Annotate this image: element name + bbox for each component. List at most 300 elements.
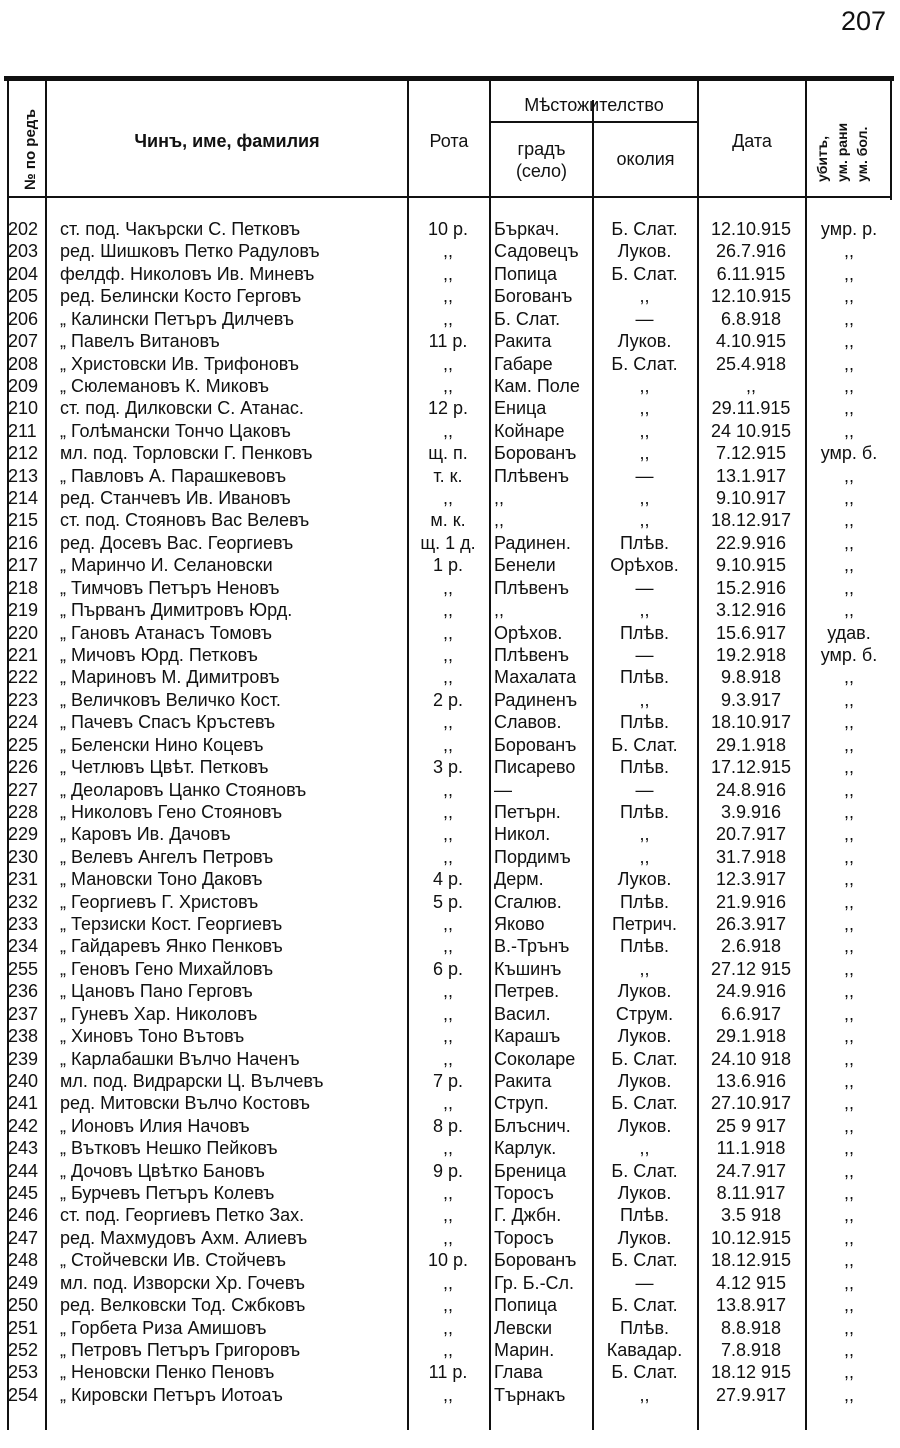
header-town <box>491 138 592 182</box>
cell-date: 27.12 915 <box>710 958 792 979</box>
cell-name: ред. Митовски Вълчо Костовъ <box>60 1093 311 1114</box>
cell-rota: 4 р. <box>432 869 464 890</box>
cell-district: Плѣв. <box>619 1205 670 1226</box>
cell-town: Бреница <box>494 1160 567 1181</box>
table-row <box>0 420 900 442</box>
cell-name: ст. под. Дилковски С. Атанас. <box>60 398 304 419</box>
cell-rota: ,, <box>442 420 453 441</box>
table-row <box>0 666 900 688</box>
table-row <box>0 599 900 621</box>
cell-status: ,, <box>843 1317 854 1338</box>
cell-row-number: 203 <box>8 241 39 262</box>
cell-date: 2.6.918 <box>720 936 782 957</box>
cell-town: Ракита <box>494 331 552 352</box>
cell-town: Торосъ <box>494 1227 554 1248</box>
cell-row-number: 242 <box>8 1115 39 1136</box>
header-residence: Мѣстожителство <box>524 95 664 115</box>
cell-date: 24.7.917 <box>715 1160 787 1181</box>
cell-row-number: 241 <box>8 1093 39 1114</box>
cell-row-number: 205 <box>8 286 39 307</box>
cell-name: ред. Махмудовъ Ахм. Алиевъ <box>60 1227 308 1248</box>
cell-date: 12.10.915 <box>710 286 792 307</box>
table-row <box>0 779 900 801</box>
cell-town: Орѣхов. <box>494 622 563 643</box>
cell-district: Б. Слат. <box>611 219 678 239</box>
cell-town: Попица <box>494 1295 558 1316</box>
cell-status: ,, <box>843 1093 854 1114</box>
cell-name: „ Гайдаревъ Янко Пенковъ <box>60 936 283 957</box>
cell-rota: ,, <box>442 1272 453 1293</box>
cell-name: ред. Велковски Тод. Сжбковъ <box>60 1295 306 1316</box>
cell-town: В.-Трънъ <box>494 936 570 957</box>
table-row <box>0 330 900 352</box>
cell-town: Бъркач. <box>494 219 560 239</box>
table-row <box>0 935 900 957</box>
cell-district: Плѣв. <box>619 667 670 688</box>
cell-town: Торосъ <box>494 1183 554 1204</box>
cell-name: „ Калински Петъръ Дилчевъ <box>60 308 294 329</box>
cell-district: Плѣв. <box>619 891 670 912</box>
cell-status: ,, <box>843 712 854 733</box>
cell-district: Б. Слат. <box>611 1362 678 1383</box>
cell-status: ,, <box>843 510 854 531</box>
cell-town: Карашъ <box>494 1026 561 1047</box>
cell-row-number: 254 <box>8 1384 39 1405</box>
cell-rota: ,, <box>442 936 453 957</box>
header-rota: Рота <box>429 131 469 151</box>
cell-status: ,, <box>843 1362 854 1383</box>
header-town-sub: (село) <box>515 161 568 181</box>
cell-town: ,, <box>494 510 505 531</box>
cell-row-number: 252 <box>8 1340 39 1360</box>
cell-rota: ,, <box>442 1048 453 1069</box>
cell-status: ,, <box>843 846 854 867</box>
cell-name: ред. Досевъ Вас. Георгиевъ <box>60 532 294 553</box>
table-row <box>0 353 900 375</box>
cell-row-number: 220 <box>8 622 39 643</box>
cell-town: Гр. Б.-Сл. <box>494 1272 575 1293</box>
cell-status: ,, <box>843 398 854 419</box>
cell-row-number: 230 <box>8 846 39 867</box>
table-row <box>0 285 900 307</box>
cell-name: „ Георгиевъ Г. Христовъ <box>60 891 259 912</box>
cell-name: ред. Станчевъ Ив. Ивановъ <box>60 488 291 509</box>
cell-status: ,, <box>843 869 854 890</box>
cell-rota: ,, <box>442 353 453 374</box>
cell-town: ,, <box>494 488 505 509</box>
cell-rota: ,, <box>442 712 453 733</box>
cell-name: „ Терзиски Кост. Георгиевъ <box>60 914 283 935</box>
table-row <box>0 1227 900 1249</box>
cell-status: ,, <box>843 891 854 912</box>
cell-row-number: 222 <box>8 667 39 688</box>
cell-status: ,, <box>843 1295 854 1316</box>
cell-status: умр. б. <box>820 443 878 464</box>
cell-rota: ,, <box>442 286 453 307</box>
cell-row-number: 223 <box>8 689 39 710</box>
cell-district: — <box>635 779 654 800</box>
cell-district: Б. Слат. <box>611 734 678 755</box>
cell-status: ,, <box>843 981 854 1002</box>
cell-town: Левски <box>494 1317 553 1338</box>
cell-district: ,, <box>639 488 650 509</box>
cell-town: Радиненъ <box>494 689 578 710</box>
cell-status: умр. б. <box>820 644 878 665</box>
cell-town: Марин. <box>494 1340 555 1360</box>
cell-date: 7.8.918 <box>720 1340 782 1360</box>
table-row <box>0 1272 900 1294</box>
cell-status: ,, <box>843 577 854 598</box>
table-top-rule <box>4 76 894 81</box>
cell-district: Б. Слат. <box>611 263 678 284</box>
cell-status: ,, <box>843 801 854 822</box>
cell-date: 22.9.916 <box>715 532 787 553</box>
cell-town: Ракита <box>494 1070 552 1091</box>
cell-date: 18.12.915 <box>710 1250 792 1271</box>
cell-district: Луков. <box>617 869 672 890</box>
cell-row-number: 225 <box>8 734 39 755</box>
cell-district: Плѣв. <box>619 622 670 643</box>
cell-status: ,, <box>843 1048 854 1069</box>
cell-row-number: 216 <box>8 532 39 553</box>
cell-date: 3.5 918 <box>720 1205 782 1226</box>
cell-name: „ Мариновъ М. Димитровъ <box>60 667 280 688</box>
cell-row-number: 204 <box>8 263 39 284</box>
cell-status: ,, <box>843 488 854 509</box>
cell-town: Пордимъ <box>494 846 571 867</box>
cell-row-number: 206 <box>8 308 39 329</box>
cell-name: „ Сюлемановъ К. Миковъ <box>60 375 270 396</box>
cell-town: Еница <box>494 398 547 419</box>
cell-row-number: 214 <box>8 488 39 509</box>
cell-rota: ,, <box>442 1026 453 1047</box>
table-row <box>0 263 900 285</box>
cell-name: „ Четлювъ Цвѣт. Петковъ <box>60 757 269 778</box>
cell-town: Сгалюв. <box>494 891 562 912</box>
cell-town: Писарево <box>494 757 576 778</box>
cell-name: „ Гуневъ Хар. Николовъ <box>60 1003 258 1024</box>
cell-rota: ,, <box>442 824 453 845</box>
cell-row-number: 246 <box>8 1205 39 1226</box>
cell-rota: 11 р. <box>428 1362 468 1383</box>
cell-row-number: 233 <box>8 914 39 935</box>
cell-rota: 11 р. <box>428 331 468 352</box>
cell-name: „ Бурчевъ Петъръ Колевъ <box>60 1183 275 1204</box>
cell-name: „ Павелъ Витановъ <box>60 331 220 352</box>
cell-town: Соколаре <box>494 1048 576 1069</box>
cell-rota: ,, <box>442 488 453 509</box>
cell-district: ,, <box>639 286 650 307</box>
cell-row-number: 218 <box>8 577 39 598</box>
cell-rota: 1 р. <box>432 555 464 576</box>
cell-row-number: 228 <box>8 801 39 822</box>
table-row <box>0 622 900 644</box>
cell-rota: ,, <box>442 622 453 643</box>
cell-district: ,, <box>639 1384 650 1405</box>
header-status-2: ум. рани <box>834 122 850 182</box>
cell-town: Б. Слат. <box>494 308 561 329</box>
cell-status: ,, <box>843 667 854 688</box>
cell-row-number: 209 <box>8 375 39 396</box>
cell-rota: 3 р. <box>432 757 464 778</box>
table-row <box>0 465 900 487</box>
header-date: Дата <box>732 131 772 151</box>
cell-status: ,, <box>843 734 854 755</box>
cell-name: ст. под. Стояновъ Вас Велевъ <box>60 510 310 531</box>
cell-district: — <box>635 577 654 598</box>
table-row <box>0 1137 900 1159</box>
cell-town: Никол. <box>494 824 551 845</box>
cell-status: ,, <box>843 1205 854 1226</box>
cell-name: „ Тимчовъ Петъръ Неновъ <box>60 577 280 598</box>
cell-date: 29.1.918 <box>715 734 787 755</box>
cell-date: 7.12.915 <box>715 443 787 464</box>
table-row <box>0 509 900 531</box>
cell-town: Васил. <box>494 1003 551 1024</box>
cell-name: мл. под. Торловски Г. Пенковъ <box>60 443 313 464</box>
table-row <box>0 1339 900 1361</box>
cell-rota: 2 р. <box>432 689 464 710</box>
table-row <box>0 218 900 240</box>
table-row <box>0 1115 900 1137</box>
cell-rota: ,, <box>442 1205 453 1226</box>
cell-town: Плѣвенъ <box>494 644 570 665</box>
table-row <box>0 1003 900 1025</box>
cell-district: ,, <box>639 398 650 419</box>
table-row <box>0 1160 900 1182</box>
cell-district: Плѣв. <box>619 936 670 957</box>
cell-district: Плѣв. <box>619 1317 670 1338</box>
cell-date: 13.6.916 <box>715 1070 787 1091</box>
cell-row-number: 245 <box>8 1183 39 1204</box>
table-row <box>0 1294 900 1316</box>
cell-name: мл. под. Изворски Хр. Гочевъ <box>60 1272 306 1293</box>
cell-date: 29.1.918 <box>715 1026 787 1047</box>
cell-date: 25.4.918 <box>715 353 787 374</box>
cell-status: ,, <box>843 1070 854 1091</box>
table-row <box>0 756 900 778</box>
cell-date: 19.2.918 <box>715 644 787 665</box>
cell-date: 12.10.915 <box>710 219 792 239</box>
cell-town: Попица <box>494 263 558 284</box>
cell-rota: ,, <box>442 308 453 329</box>
cell-rota: ,, <box>442 667 453 688</box>
cell-status: ,, <box>843 263 854 284</box>
table-row <box>0 644 900 666</box>
cell-name: „ Карлабашки Вълчо Наченъ <box>60 1048 300 1069</box>
cell-status: ,, <box>843 689 854 710</box>
cell-name: ст. под. Чакърски С. Петковъ <box>60 219 301 239</box>
cell-status: ,, <box>843 1138 854 1159</box>
cell-rota: ,, <box>442 801 453 822</box>
cell-row-number: 202 <box>8 219 39 239</box>
cell-status: ,, <box>843 1003 854 1024</box>
cell-date: 8.8.918 <box>720 1317 782 1338</box>
cell-name: „ Горбета Риза Амишовъ <box>60 1317 267 1338</box>
cell-status: ,, <box>843 532 854 553</box>
cell-row-number: 231 <box>8 869 39 890</box>
cell-town: Борованъ <box>494 734 577 755</box>
cell-date: 8.11.917 <box>716 1183 786 1204</box>
cell-date: 24 10.915 <box>710 420 792 441</box>
cell-status: ,, <box>843 1026 854 1047</box>
cell-rota: ,, <box>442 644 453 665</box>
cell-name: ред. Шишковъ Петко Радуловъ <box>60 241 320 262</box>
table-row <box>0 734 900 756</box>
cell-rota: ,, <box>442 779 453 800</box>
cell-district: Плѣв. <box>619 801 670 822</box>
cell-date: 18.10.917 <box>710 712 792 733</box>
cell-rota: ,, <box>442 1384 453 1405</box>
table-row <box>0 823 900 845</box>
table-row <box>0 1092 900 1114</box>
cell-district: Петрич. <box>611 914 678 935</box>
cell-district: ,, <box>639 689 650 710</box>
cell-name: „ Маринчо И. Селановски <box>60 555 273 576</box>
cell-date: 18.12 915 <box>710 1362 792 1383</box>
cell-rota: щ. п. <box>428 443 468 464</box>
cell-town: Дерм. <box>494 869 544 890</box>
cell-status: ,, <box>843 331 854 352</box>
cell-name: „ Вътковъ Нешко Пейковъ <box>60 1138 278 1159</box>
cell-town: ,, <box>494 600 505 621</box>
cell-date: 6.11.915 <box>716 263 786 284</box>
cell-row-number: 208 <box>8 353 39 374</box>
cell-town: Койнаре <box>494 420 565 441</box>
cell-status: ,, <box>843 936 854 957</box>
cell-status: ,, <box>843 353 854 374</box>
cell-row-number: 210 <box>8 398 39 419</box>
cell-town: Къшинъ <box>494 958 562 979</box>
cell-town: Г. Джбн. <box>494 1205 562 1226</box>
cell-status: ,, <box>843 308 854 329</box>
cell-district: Б. Слат. <box>611 1250 678 1271</box>
cell-name: „ Каровъ Ив. Дачовъ <box>60 824 231 845</box>
cell-name: фелдф. Николовъ Ив. Миневъ <box>60 263 315 284</box>
cell-name: ст. под. Георгиевъ Петко Зах. <box>60 1205 305 1226</box>
cell-date: 26.7.916 <box>715 241 787 262</box>
cell-district: ,, <box>639 510 650 531</box>
cell-name: „ Мановски Тоно Даковъ <box>60 869 263 890</box>
table-row <box>0 913 900 935</box>
cell-status: удав. <box>827 622 871 643</box>
cell-district: — <box>635 644 654 665</box>
cell-date: 20.7.917 <box>715 824 787 845</box>
cell-district: Б. Слат. <box>611 1048 678 1069</box>
cell-district: ,, <box>639 420 650 441</box>
cell-town: Борованъ <box>494 1250 577 1271</box>
table-row <box>0 1070 900 1092</box>
cell-district: Луков. <box>617 1070 672 1091</box>
cell-rota: 12 р. <box>427 398 469 419</box>
cell-district: ,, <box>639 1138 650 1159</box>
cell-row-number: 250 <box>8 1295 39 1316</box>
cell-name: ред. Белински Косто Герговъ <box>60 286 302 307</box>
cell-rota: 7 р. <box>432 1070 464 1091</box>
table-row <box>0 846 900 868</box>
cell-name: „ Гановъ Атанасъ Томовъ <box>60 622 272 643</box>
cell-row-number: 207 <box>8 331 39 352</box>
cell-date: 29.11.915 <box>711 398 791 419</box>
cell-name: „ Николовъ Гено Стояновъ <box>60 801 283 822</box>
table-row <box>0 689 900 711</box>
cell-date: 6.8.918 <box>720 308 782 329</box>
cell-town: Плѣвенъ <box>494 577 570 598</box>
cell-row-number: 219 <box>8 600 39 621</box>
cell-row-number: 211 <box>8 420 37 441</box>
cell-district: Орѣхов. <box>610 555 679 576</box>
header-bottom-rule <box>7 196 892 198</box>
cell-district: ,, <box>639 600 650 621</box>
table-row <box>0 801 900 823</box>
cell-status: ,, <box>843 1227 854 1248</box>
cell-district: ,, <box>639 958 650 979</box>
cell-status: ,, <box>843 1160 854 1181</box>
cell-town: Габаре <box>494 353 553 374</box>
cell-town: Садовецъ <box>494 241 579 262</box>
cell-rota: ,, <box>442 1227 453 1248</box>
cell-rota: ,, <box>442 375 453 396</box>
table-row <box>0 980 900 1002</box>
residence-rule <box>489 121 699 123</box>
cell-name: „ Геновъ Гено Михайловъ <box>60 958 274 979</box>
cell-row-number: 240 <box>8 1070 39 1091</box>
table-row <box>0 554 900 576</box>
cell-name: „ Дочовъ Цвѣтко Бановъ <box>60 1160 265 1181</box>
cell-row-number: 253 <box>8 1362 39 1383</box>
cell-rota: ,, <box>442 241 453 262</box>
cell-status: ,, <box>843 555 854 576</box>
cell-date: 25 9 917 <box>715 1115 787 1136</box>
cell-status: ,, <box>843 1115 854 1136</box>
cell-name: „ Първанъ Димитровъ Юрд. <box>60 600 293 621</box>
cell-row-number: 215 <box>8 510 39 531</box>
cell-date: 27.9.917 <box>715 1384 787 1405</box>
cell-row-number: 247 <box>8 1227 39 1248</box>
table-row <box>0 1182 900 1204</box>
table-row <box>0 397 900 419</box>
table-row <box>0 868 900 890</box>
cell-rota: 8 р. <box>432 1115 464 1136</box>
cell-name: „ Стойчевски Ив. Стойчевъ <box>60 1250 286 1271</box>
table-row <box>0 1025 900 1047</box>
cell-date: 3.12.916 <box>715 600 787 621</box>
cell-status: ,, <box>843 600 854 621</box>
cell-rota: ,, <box>442 1183 453 1204</box>
cell-rota: ,, <box>442 914 453 935</box>
cell-date: 15.6.917 <box>715 622 787 643</box>
cell-district: ,, <box>639 846 650 867</box>
table-row <box>0 891 900 913</box>
cell-date: 21.9.916 <box>715 891 787 912</box>
cell-date: ,, <box>745 375 756 396</box>
cell-status: ,, <box>843 420 854 441</box>
cell-name: „ Пачевъ Спасъ Кръстевъ <box>60 712 276 733</box>
cell-row-number: 244 <box>8 1160 39 1181</box>
table-row <box>0 1048 900 1070</box>
cell-row-number: 227 <box>8 779 39 800</box>
cell-district: ,, <box>639 443 650 464</box>
table-row <box>0 1361 900 1383</box>
cell-name: „ Цановъ Пано Герговъ <box>60 981 253 1002</box>
cell-row-number: 248 <box>8 1250 39 1271</box>
cell-date: 24.10 918 <box>710 1048 792 1069</box>
cell-date: 6.6.917 <box>720 1003 782 1024</box>
cell-rota: 10 р. <box>427 1250 469 1271</box>
cell-district: Луков. <box>617 1183 672 1204</box>
cell-town: Петрев. <box>494 981 560 1002</box>
cell-date: 4.10.915 <box>715 331 787 352</box>
